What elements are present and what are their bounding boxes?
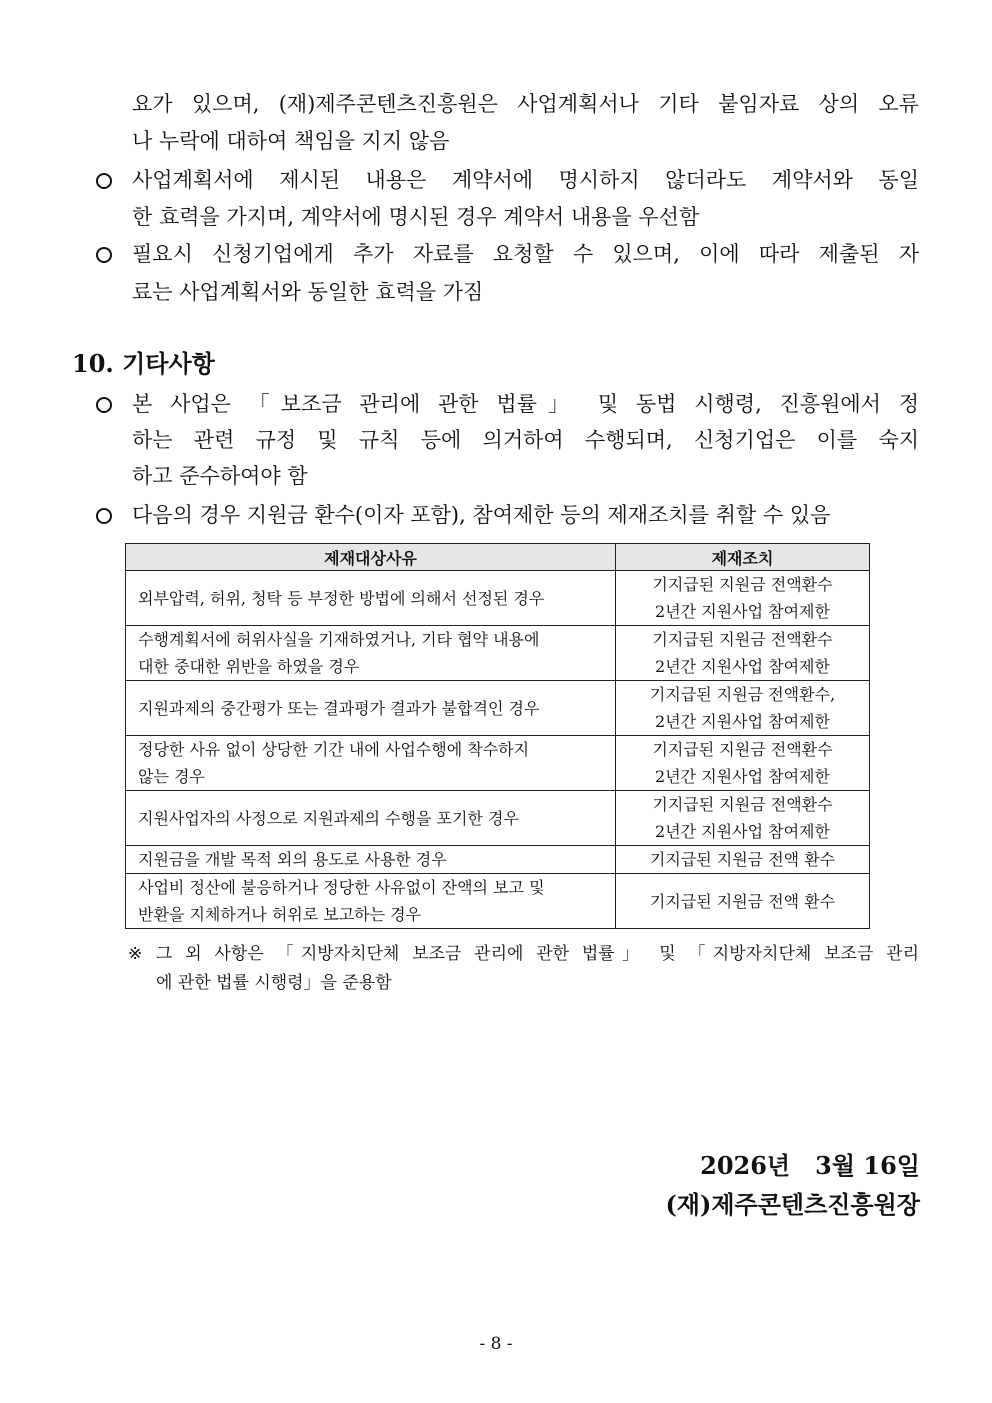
action-cell bbox=[616, 681, 870, 736]
page-number: - 8 - bbox=[479, 1334, 513, 1354]
bullet-1-line-1: 사업계획서에 제시된 내용은 계약서에 명시하지 않더라도 계약서와 동일 bbox=[132, 168, 919, 192]
bullet-1-line-2: 한 효력을 가지며, 계약서에 명시된 경우 계약서 내용을 우선함 bbox=[132, 205, 700, 229]
note-line-1: 그 외 사항은 「지방자치단체 보조금 관리에 관한 법률」 및 「지방자치단체 보조금 관리 bbox=[156, 944, 919, 964]
section-bullet-1-line-1: 본 사업은 「보조금 관리에 관한 법률」 및 동법 시행령, 진흥원에서 정 bbox=[132, 392, 919, 416]
bullet-2-line-1: 필요시 신청기업에게 추가 자료를 요청할 수 있으며, 이에 따라 제출된 자 bbox=[132, 242, 919, 266]
action-cell bbox=[616, 736, 870, 791]
reason-text: 지원사업자의 사정으로 지원과제의 수행을 포기한 경우 bbox=[138, 808, 519, 828]
section-heading: 10. 기타사항 bbox=[72, 349, 215, 378]
reason-text: 지원과제의 중간평가 또는 결과평가 결과가 불합격인 경우 bbox=[138, 698, 540, 718]
reason-cell bbox=[126, 681, 616, 736]
header-reason: 제재대상사유 bbox=[126, 544, 616, 571]
sanctions-table bbox=[125, 543, 870, 929]
header-action: 제재조치 bbox=[616, 544, 870, 571]
reason-text: 지원금을 개발 목적 외의 용도로 사용한 경우 bbox=[138, 850, 447, 869]
bullet-2-line-2: 료는 사업계획서와 동일한 효력을 가짐 bbox=[132, 280, 484, 304]
action-text: 기지급된 지원금 전액환수 bbox=[652, 575, 833, 594]
bullet-circle-icon bbox=[96, 397, 112, 413]
table-row bbox=[126, 846, 870, 874]
bullet-circle-icon bbox=[96, 508, 112, 524]
table-row bbox=[126, 571, 870, 626]
reason-text: 외부압력, 허위, 청탁 등 부정한 방법에 의해서 선정된 경우 bbox=[138, 588, 545, 608]
reason-text: 정당한 사유 없이 상당한 기간 내에 사업수행에 착수하지 bbox=[138, 740, 530, 759]
table-row bbox=[126, 626, 870, 681]
action-text: 기지급된 지원금 전액환수 bbox=[652, 740, 833, 759]
reason-text: 사업비 정산에 불응하거나 정당한 사유없이 잔액의 보고 및 bbox=[138, 878, 545, 897]
intro-line-1: 요가 있으며, (재)제주콘텐츠진흥원은 사업계획서나 기타 붙임자료 상의 오류 bbox=[132, 92, 919, 116]
action-cell bbox=[616, 571, 870, 626]
reason-cell bbox=[126, 736, 616, 791]
action-text: 2년간 지원사업 참여제한 bbox=[655, 822, 830, 841]
action-text: 2년간 지원사업 참여제한 bbox=[655, 712, 830, 731]
organization-name: (재)제주콘텐츠진흥원장 bbox=[665, 1190, 920, 1219]
action-text: 기지급된 지원금 전액 환수 bbox=[649, 850, 836, 869]
reason-text: 대한 중대한 위반을 하였을 경우 bbox=[138, 657, 360, 676]
action-cell bbox=[616, 874, 870, 929]
section-bullet-1-line-2: 하는 관련 규정 및 규칙 등에 의거하여 수행되며, 신청기업은 이를 숙지 bbox=[132, 428, 919, 452]
reason-cell bbox=[126, 874, 616, 929]
reason-text: 않는 경우 bbox=[138, 767, 205, 786]
action-text: 기지급된 지원금 전액환수, bbox=[649, 685, 836, 704]
table-header-row bbox=[126, 544, 870, 571]
section-bullet-1-line-3: 하고 준수하여야 함 bbox=[132, 464, 308, 488]
intro-line-2: 나 누락에 대하여 책임을 지지 않음 bbox=[132, 129, 450, 153]
document-date: 2026년 3월 16일 bbox=[700, 1151, 920, 1180]
action-text: 2년간 지원사업 참여제한 bbox=[655, 602, 830, 621]
action-cell bbox=[616, 626, 870, 681]
reason-cell bbox=[126, 846, 616, 874]
section-bullet-2-line-1: 다음의 경우 지원금 환수(이자 포함), 참여제한 등의 제재조치를 취할 수 있음 bbox=[132, 503, 831, 527]
table-row bbox=[126, 874, 870, 929]
action-text: 기지급된 지원금 전액환수 bbox=[652, 630, 833, 649]
action-text: 기지급된 지원금 전액 환수 bbox=[649, 891, 836, 911]
table-row bbox=[126, 681, 870, 736]
action-text: 기지급된 지원금 전액환수 bbox=[652, 795, 833, 814]
table-row bbox=[126, 736, 870, 791]
bullet-circle-icon bbox=[96, 247, 112, 263]
reason-cell bbox=[126, 571, 616, 626]
action-cell bbox=[616, 791, 870, 846]
reason-cell bbox=[126, 791, 616, 846]
reason-cell bbox=[126, 626, 616, 681]
action-text: 2년간 지원사업 참여제한 bbox=[655, 657, 830, 676]
note-line-2: 에 관한 법률 시행령」을 준용함 bbox=[156, 973, 392, 993]
action-cell bbox=[616, 846, 870, 874]
note-mark: ※ bbox=[128, 944, 143, 964]
reason-text: 반환을 지체하거나 허위로 보고하는 경우 bbox=[138, 905, 422, 924]
table-row bbox=[126, 791, 870, 846]
reason-text: 수행계획서에 허위사실을 기재하였거나, 기타 협약 내용에 bbox=[138, 630, 540, 649]
action-text: 2년간 지원사업 참여제한 bbox=[655, 767, 830, 786]
bullet-circle-icon bbox=[96, 173, 112, 189]
